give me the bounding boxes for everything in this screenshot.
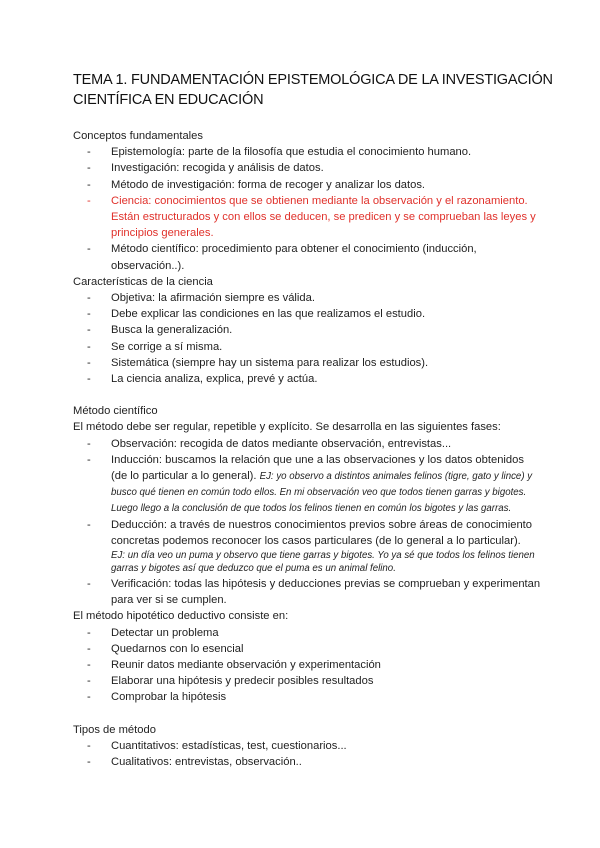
list-item: - Busca la generalización. (111, 322, 543, 338)
list-item (111, 452, 543, 517)
list-item (111, 517, 543, 576)
metodo-intro: El método debe ser regular, repetible y explícito. Se desarrolla en las siguientes fases: (73, 421, 501, 434)
list-item: - Sistemática (siempre hay un sistema para realizar los estudios). (111, 355, 543, 371)
caracteristicas-heading: Características de la ciencia (73, 275, 213, 288)
fase-text: Observación: recogida de datos mediante observación, entrevistas... (111, 437, 452, 450)
list-item: - Se corrige a sí misma. (111, 339, 543, 355)
fase-example: EJ: yo observo a distintos animales felinos (tigre, gato y lince) y busco qué tienen en común todo ellos. En mi observación veo que todos tienen garras y bigotes. Luego llego a la conclusión de que todos los felinos tienen en común los bigotes y las garras. (111, 471, 533, 515)
title-line-2: CIENTÍFICA EN EDUCACIÓN (73, 92, 264, 108)
tipos-list (73, 738, 543, 770)
metodo-heading: Método científico (73, 405, 158, 418)
list-item: - Método de investigación: forma de recoger y analizar los datos. (111, 177, 543, 193)
title-line-1: TEMA 1. FUNDAMENTACIÓN EPISTEMOLÓGICA DE LA INVESTIGACIÓN (73, 72, 553, 88)
list-item: - Comprobar la hipótesis (111, 689, 543, 705)
spacer (73, 706, 543, 722)
page-title (73, 70, 553, 110)
list-item: - Reunir datos mediante observación y experimentación (111, 657, 543, 673)
fase-text: Deducción: a través de nuestros conocimientos previos sobre áreas de conocimiento concretas podemos reconocer los casos particulares (de lo general a lo particular). (111, 518, 533, 547)
list-item: - Detectar un problema (111, 625, 543, 641)
caracteristicas-list (73, 290, 543, 387)
fases-list (73, 436, 543, 609)
fase-text: Verificación: todas las hipótesis y deducciones previas se comprueban y experimentan para ver si se cumplen. (111, 577, 541, 607)
list-item: - Cuantitativos: estadísticas, test, cuestionarios... (111, 738, 543, 754)
fase-text: Inducción: buscamos la relación que une a las observaciones y los datos obtenidos (de lo particular a lo general). (111, 453, 524, 483)
conceptos-heading: Conceptos fundamentales (73, 130, 203, 142)
list-item: - La ciencia analiza, explica, prevé y actúa. (111, 371, 543, 387)
conceptos-list (73, 144, 543, 274)
list-item: - Quedarnos con lo esencial (111, 641, 543, 657)
list-item: - Debe explicar las condiciones en las que realizamos el estudio. (111, 306, 543, 322)
document-body (73, 128, 543, 770)
list-item: - Investigación: recogida y análisis de datos. (111, 160, 543, 176)
hipotetico-intro: El método hipotético deductivo consiste en: (73, 610, 289, 623)
list-item: - Método científico: procedimiento para obtener el conocimiento (inducción, observación..). (111, 241, 543, 273)
spacer (73, 387, 543, 403)
list-item (111, 576, 543, 608)
fase-example: EJ: un día veo un puma y observo que tiene garras y bigotes. Yo ya sé que todos los felinos tienen garras y bigotes así que deduzco que el puma es un animal felino. (111, 550, 535, 575)
hipotetico-list (73, 625, 543, 706)
list-item: - Objetiva: la afirmación siempre es válida. (111, 290, 543, 306)
list-item (111, 436, 543, 452)
tipos-heading: Tipos de método (73, 723, 156, 736)
list-item: - Epistemología: parte de la filosofía que estudia el conocimiento humano. (111, 144, 543, 160)
list-item: - Elaborar una hipótesis y predecir posibles resultados (111, 673, 543, 689)
list-item: - Cualitativos: entrevistas, observación.. (111, 754, 543, 770)
list-item-highlighted: - Ciencia: conocimientos que se obtienen mediante la observación y el razonamiento. Están estructurados y con ellos se deducen, se predicen y se comprueban las leyes y principios generales. (111, 193, 543, 242)
